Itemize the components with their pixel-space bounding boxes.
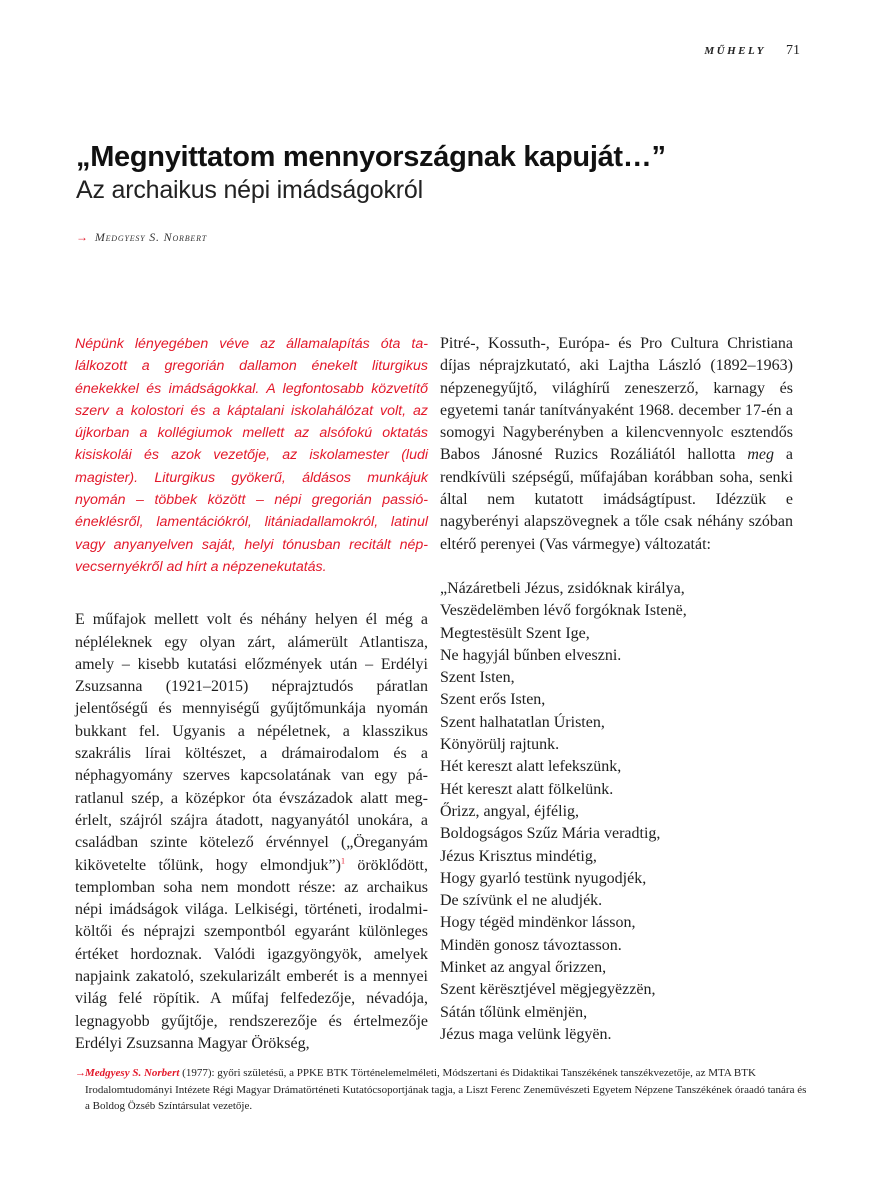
poem-line: Mindën gonosz távoztasson. [440, 936, 622, 954]
poem-line: „Názáretbeli Jézus, zsidóknak királya, [440, 579, 685, 597]
footnote-text: (1977): győri születésű, a PPKE BTK Történelemelméleti, Módszertani és Didaktikai Tanszékének tanszékvezetője, az MTA BTK Irodalomtudományi Intézete Régi Magyar Drámatörténeti Kutatócsoportjának tagja, a Liszt Ferenc Zeneművészeti Egyetem Népzene Tanszékének óraadó tanára és a Boldog Özséb Színtársulat vezetője. [85, 1067, 807, 1112]
body-paragraph [75, 609, 428, 1055]
article-subtitle: Az archaikus népi imádságokról [76, 176, 423, 204]
footnote-reference[interactable]: 1 [340, 856, 345, 866]
poem-line: De szívünk el ne aludjék. [440, 892, 603, 910]
poem-line: Szent Isten, [440, 669, 515, 687]
poem-line: Megtestësült Szent Ige, [440, 624, 590, 642]
arrow-right-icon: → [75, 1067, 86, 1079]
article-title: „Megnyittatom mennyországnak kapuját…” [76, 141, 666, 173]
poem-line: Veszëdelëmben lévő forgóknak Istenë, [440, 602, 687, 620]
right-column [440, 333, 793, 1046]
footnote-author-name: Medgyesy S. Norbert [85, 1067, 180, 1079]
author-footnote [75, 1065, 810, 1115]
poem-line: Ne hagyjál bűnben elveszni. [440, 646, 622, 664]
poem-line: Könyörülj rajtunk. [440, 736, 560, 754]
footnote-body [75, 1065, 810, 1115]
poem-line: Sátán tőlünk elmënjën, [440, 1003, 588, 1021]
poem-line: Hogy tégëd mindënkor lásson, [440, 914, 636, 932]
byline [76, 230, 796, 245]
prayer-poem [440, 578, 793, 1046]
body-text-segment: E műfajok mellett volt és néhány helyen él még a népléleknek egy olyan zárt, alámerült Atlantisza, amely – kisebb kutatási előzmények után – Erdélyi Zsuzsanna (1921–2015) néprajztudós páratlan jelentőségű és mennyiségű gyűjtőmunkája nyomán bukkant fel. Ugyanis a népéletnek, a klasszikus szakrális lírai költészet, a drámairodalom és a néphagyomány szerves kapcsolatának van egy páratlanul szép, a középkor óta évszázadok alatt megérlelt, szájról szájra átadott, nagyanyától unokára, a családban szinte kötelező érvénnyel („Öreganyám kikövetelte tőlünk, hogy elmondjuk”) [75, 611, 428, 874]
body-text-segment: Pitré-, Kossuth-, Európa- és Pro Cultura Christiana díjas néprajzkutató, aki Lajtha László (1892–1963) népzenegyűjtő, világhírű zeneszerző, karnagy és egyetemi tanár tanítványaként 1968. december 17-én a somogyi Nagyberényben a kilencvennyolc esztendős Babos Jánosné Ruzics Rozáliától hallotta [440, 335, 793, 464]
arrow-right-icon: → [76, 230, 89, 244]
poem-line: Szent halhatatlan Úristen, [440, 713, 605, 731]
poem-line: Szent kërësztjével mëgjegyëzzën, [440, 981, 656, 999]
poem-line: Jézus maga velünk lëgyën. [440, 1025, 612, 1043]
article-header [76, 140, 796, 245]
lead-paragraph: Népünk lényegében véve az államalapítás óta találkozott a gregorián dallamon énekelt liturgikus énekekkel és imádságokkal. A legfontosabb közvetítő szerv a kolostori és a káptalani iskolahálózat volt, az újkorban a kollégiumok mellett az alsófokú oktatás kisiskolái és azok vezetője, az iskolamester (ludi magister). Liturgikus gyökerű, áldásos munkájuk nyomán – többek között – népi gregorián passióéneklésről, lamentációkról, litániadallamokról, latinul vagy anyanyelven saját, helyi tónusban recitált népvecsernyékről ad hírt a népzenekutatás. [75, 336, 428, 575]
body-text-segment: a rendkívüli szépségű, műfajában korábban soha, senki által nem kutatott imádságtípust. Idézzük e nagyberényi alapszövegnek a tőle csak néhány szóban eltérő perenyei (Vas vármegye) változatát: [440, 446, 793, 553]
author-name: Medgyesy S. Norbert [94, 230, 208, 244]
body-text-segment: öröklődött, templomban soha nem mondott része: az archaikus népi imádságok világa. Lelkiségi, történeti, irodalmi-költői és néprajzi szempontból egyaránt különleges értéket hordoznak. Valódi igazgyöngyök, amelyek napjaink zakatoló, szekularizált emberét is a mennyei világ felé röpítik. A műfaj felfedezője, névadója, legnagyobb gyűjtője, rendszerezője és értelmezője Erdélyi Zsuzsanna Magyar Örökség, [75, 856, 429, 1052]
poem-line: Boldogságos Szűz Mária veradtig, [440, 825, 661, 843]
italic-word: meg [747, 446, 775, 464]
poem-line: Hét kereszt alatt fölkelünk. [440, 780, 614, 798]
body-paragraph-continued [440, 333, 793, 556]
poem-line: Minket az angyal őrizzen, [440, 959, 607, 977]
section-name: MŰHELY [704, 45, 766, 57]
poem-line: Hogy gyarló testünk nyugodjék, [440, 869, 647, 887]
poem-line: Hét kereszt alatt lefekszünk, [440, 758, 622, 776]
poem-line: Szent erős Isten, [440, 691, 546, 709]
page-number: 71 [786, 43, 800, 58]
running-head [704, 43, 800, 59]
poem-line: Jézus Krisztus mindétig, [440, 847, 597, 865]
left-column [75, 333, 428, 1055]
poem-line: Őrizz, angyal, éjfélig, [440, 802, 580, 820]
